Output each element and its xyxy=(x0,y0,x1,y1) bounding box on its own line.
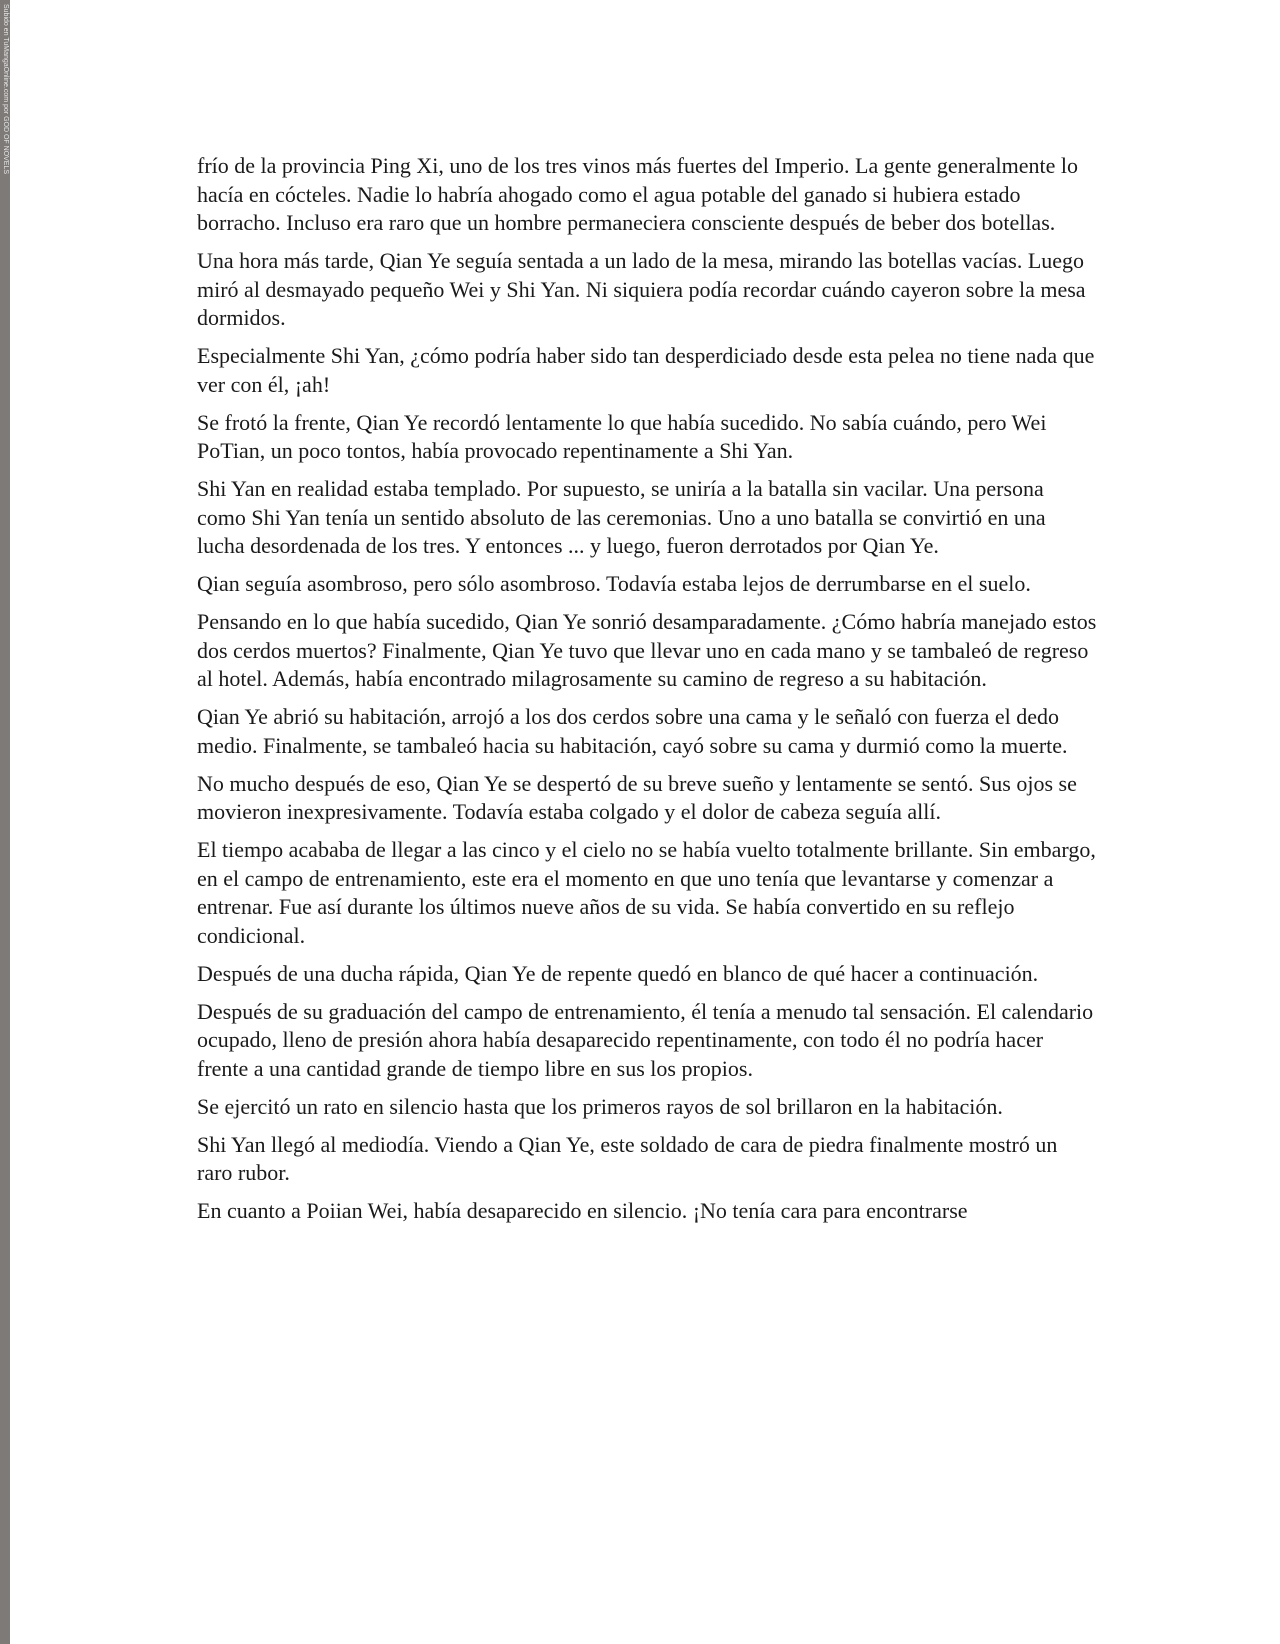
paragraph: Especialmente Shi Yan, ¿cómo podría haber sido tan desperdiciado desde esta pelea no tiene nada que ver con él, ¡ah! xyxy=(197,343,1095,397)
watermark: Subido en TuMangaOnline.com por GOD OF NOVELS xyxy=(2,4,9,175)
paragraph: Se frotó la frente, Qian Ye recordó lentamente lo que había sucedido. No sabía cuándo, pero Wei PoTian, un poco tontos, había provocado repentinamente a Shi Yan. xyxy=(197,409,1047,463)
paragraph: En cuanto a Poiian Wei, había desaparecido en silencio. ¡No tenía cara para encontrarse xyxy=(197,1198,968,1223)
left-edge-strip xyxy=(0,0,10,1644)
paragraph: Qian Ye abrió su habitación, arrojó a los dos cerdos sobre una cama y le señaló con fuerza el dedo medio. Finalmente, se tambaleó hacia su habitación, cayó sobre su cama y durmió como la muerte. xyxy=(197,704,1068,758)
paragraph: Una hora más tarde, Qian Ye seguía sentada a un lado de la mesa, mirando las botellas vacías. Luego miró al desmayado pequeño Wei y Shi Yan. Ni siquiera podía recordar cuándo cayeron sobre la mesa dormidos. xyxy=(197,248,1086,330)
paragraph: El tiempo acababa de llegar a las cinco y el cielo no se había vuelto totalmente brillante. Sin embargo, en el campo de entrenamiento, este era el momento en que uno tenía que levantarse y comenzar a entrenar. Fue así durante los últimos nueve años de su vida. Se había convertido en su reflejo condicional. xyxy=(197,837,1096,948)
paragraph: Qian seguía asombroso, pero sólo asombroso. Todavía estaba lejos de derrumbarse en el suelo. xyxy=(197,571,1031,596)
paragraph: Después de una ducha rápida, Qian Ye de repente quedó en blanco de qué hacer a continuación. xyxy=(197,960,1039,986)
paragraph: Después de su graduación del campo de entrenamiento, él tenía a menudo tal sensación. El calendario ocupado, lleno de presión ahora había desaparecido repentinamente, con todo él no podría hacer frente a una cantidad grande de tiempo libre en sus los propios. xyxy=(197,998,1094,1081)
paragraph: Shi Yan en realidad estaba templado. Por supuesto, se uniría a la batalla sin vacilar. Una persona como Shi Yan tenía un sentido absoluto de las ceremonias. Uno a uno batalla se convirtió en una lucha desordenada de los tres. Y entonces ... y luego, fueron derrotados por Qian Ye. xyxy=(197,476,1046,558)
paragraph: No mucho después de eso, Qian Ye se despertó de su breve sueño y lentamente se sentó. Sus ojos se movieron inexpresivamente. Todavía estaba colgado y el dolor de cabeza seguía allí. xyxy=(197,770,1077,824)
paragraph: Se ejercitó un rato en silencio hasta que los primeros rayos de sol brillaron en la habitación. xyxy=(197,1093,1003,1119)
paragraph: frío de la provincia Ping Xi, uno de los tres vinos más fuertes del Imperio. La gente generalmente lo hacía en cócteles. Nadie lo habría ahogado como el agua potable del ganado si hubiera estado borracho. Incluso era raro que un hombre permaneciera consciente después de beber dos botellas. xyxy=(197,153,1078,235)
paragraph: Pensando en lo que había sucedido, Qian Ye sonrió desamparadamente. ¿Cómo habría manejado estos dos cerdos muertos? Finalmente, Qian Ye tuvo que llevar uno en cada mano y se tambaleó de regreso al hotel. Además, había encontrado milagrosamente su camino de regreso a su habitación. xyxy=(197,609,1097,691)
page-content xyxy=(197,152,1097,1235)
paragraph: Shi Yan llegó al mediodía. Viendo a Qian Ye, este soldado de cara de piedra finalmente mostró un raro rubor. xyxy=(197,1131,1058,1185)
